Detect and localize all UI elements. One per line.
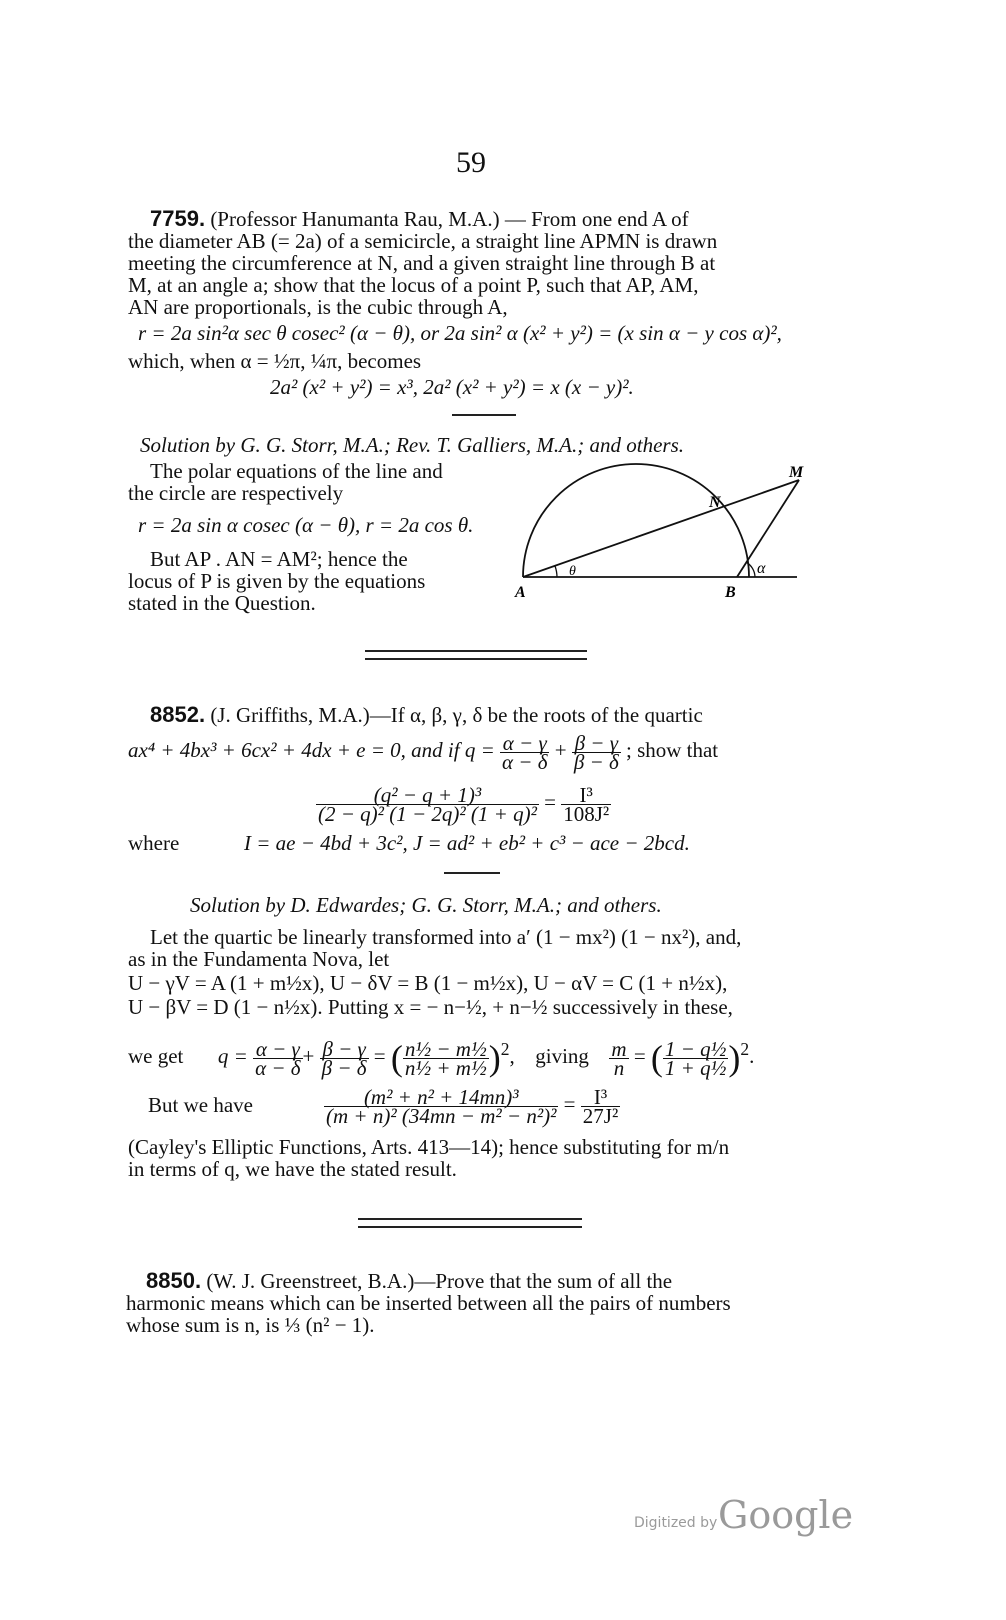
label-a: A [515, 584, 526, 601]
cayley-rhs-numerator: I³ [581, 1088, 620, 1107]
m-over-n-denominator: n [613, 1055, 625, 1080]
section-divider [358, 1218, 582, 1228]
question-number: 8852. [150, 702, 206, 727]
fraction-1-numerator: α − γ [253, 1040, 302, 1059]
main-identity [316, 780, 611, 824]
semicircle-diagram [505, 455, 825, 615]
fraction-1 [253, 1036, 302, 1080]
identity-lhs-denominator: (2 − q)² (1 − 2q)² (1 + q)² [318, 801, 537, 826]
label-b: B [725, 584, 736, 601]
fraction-2-numerator: β − γ [572, 734, 621, 753]
identity-rhs [561, 782, 611, 826]
fraction-2-denominator: β − δ [321, 1055, 367, 1080]
fraction-1-denominator: α − δ [502, 749, 548, 774]
quartic-equation: ax⁴ + 4bx³ + 6cx² + 4dx + e = 0, and if q = [128, 738, 495, 762]
fraction-1-numerator: α − γ [500, 734, 549, 753]
cayley-identity: $\frac{\text{(m² + n² + 14mn)³}}{\text{(m + n)² (34mn − m² − n²)²}}$ = $\frac{\text{I³}}{\text{27J²}}$ [326, 1084, 619, 1128]
label-m: M [789, 464, 804, 481]
question-text: (Professor Hanumanta Rau, M.A.) — From one end A of [210, 207, 689, 231]
fraction-2 [320, 1036, 369, 1080]
theta-arc [555, 566, 557, 577]
label-theta: θ [569, 564, 576, 579]
solution-equation: r = 2a sin α cosec (α − θ), r = 2a cos θ. [138, 513, 474, 537]
question-7759-line-3: meeting the circumference at N, and a given straight line through B at [128, 251, 716, 275]
question-text: (W. J. Greenstreet, B.A.)—Prove that the sum of all the [206, 1269, 673, 1293]
fraction-1 [500, 730, 549, 774]
section-divider [365, 650, 587, 660]
question-8850-line-2: harmonic means which can be inserted between all the pairs of numbers [126, 1291, 731, 1315]
q-ratio-denominator: 1 + q½ [664, 1055, 727, 1080]
cayley-lhs-numerator: (m² + n² + 14mn)³ [324, 1088, 558, 1107]
plus-sign: + [554, 738, 567, 762]
identity-lhs-numerator: (q² − q + 1)³ [316, 786, 539, 805]
m-over-n-numerator: m [611, 1036, 627, 1061]
identity-lhs [316, 782, 539, 826]
watermark-small-text: Digitized by [634, 1515, 718, 1531]
fraction-2 [572, 730, 621, 774]
question-8852-line-2 [128, 728, 718, 772]
page-number: 59 [456, 146, 486, 179]
alpha-arc [746, 562, 755, 577]
root-ratio-denominator: n½ + m½ [404, 1055, 487, 1080]
question-7759-line-4: M, at an angle a; show that the locus of a point P, such that AP, AM, [128, 273, 699, 297]
fraction-2-denominator: β − δ [573, 749, 619, 774]
solution-heading: Solution by D. Edwardes; G. G. Storr, M.A.; and others. [190, 893, 662, 917]
question-7759-line-6: which, when α = ½π, ¼π, becomes [128, 349, 422, 373]
solution-text-5: stated in the Question. [128, 591, 316, 615]
question-text: (J. Griffiths, M.A.)—If α, β, γ, δ be the roots of the quartic [210, 703, 703, 727]
cayley-rhs [581, 1084, 620, 1128]
short-rule [452, 414, 516, 416]
fraction-1-denominator: α − δ [255, 1055, 301, 1080]
solution-text-1: Let the quartic be linearly transformed into a′ (1 − mx²) (1 − nx²), and, [150, 925, 742, 949]
solution-text-5: (Cayley's Elliptic Functions, Arts. 413—14); hence substituting for m/n [128, 1135, 730, 1159]
solution-text-2: as in the Fundamenta Nova, let [128, 947, 390, 971]
solution-text-4: U − βV = D (1 − n½x). Putting x = − n−½, + n−½ successively in these, [128, 995, 733, 1019]
question-7759-line-5: AN are proportionals, is the cubic through A, [128, 295, 508, 319]
solution-text-2: the circle are respectively [128, 481, 344, 505]
solution-text-3: U − γV = A (1 + m½x), U − δV = B (1 − m½x), U − αV = C (1 + n½x), [128, 971, 728, 995]
solution-text-3: But AP . AN = AM²; hence the [150, 547, 408, 571]
watermark-google-logo: Google [718, 1493, 854, 1537]
where-label: where [128, 831, 180, 855]
solution-heading: Solution by G. G. Storr, M.A.; Rev. T. Galliers, M.A.; and others. [140, 433, 685, 457]
q-ratio [663, 1036, 728, 1080]
root-ratio [403, 1036, 489, 1080]
question-8850-line-1 [146, 1270, 672, 1292]
equation-locus: r = 2a sin²α sec θ cosec² (α − θ), or 2a sin² α (x² + y²) = (x sin α − y cos α)², [138, 321, 782, 345]
question-7759-line-1 [150, 208, 689, 230]
q-equation-row: we get q = $\frac{\alpha - \gamma}{\alpha - \delta}$ + $\frac{\beta - \gamma}{\beta - \delta}$ = ( $\frac{\text{n½ − m½}}{\text{n½ + m½}}$ )$^2$, giving $\frac{m}{n}$ = ( $\frac{\text{1 − q½}}{\text{1 + q½}}$ )$^2$. [128, 1036, 755, 1080]
q-equals: q = [217, 1044, 248, 1068]
root-ratio-numerator: n½ − m½ [404, 1036, 487, 1061]
solution-text-6: in terms of q, we have the stated result. [128, 1157, 457, 1181]
where-equations: I = ae − 4bd + 3c², J = ad² + eb² + c³ − ace − 2bcd. [244, 831, 690, 855]
we-get: we get [128, 1044, 184, 1068]
semicircle-arc [523, 464, 749, 577]
label-alpha: α [757, 560, 766, 577]
question-number: 8850. [146, 1268, 202, 1293]
question-number: 7759. [150, 206, 206, 231]
solution-text-1: The polar equations of the line and [150, 459, 443, 483]
label-n: N [709, 494, 721, 511]
question-8850-line-3: whose sum is n, is ⅓ (n² − 1). [126, 1313, 375, 1337]
question-8852-line-1 [150, 704, 703, 726]
but-we-have: But we have [148, 1093, 253, 1117]
equation-special-cases: 2a² (x² + y²) = x³, 2a² (x² + y²) = x (x − y)². [270, 375, 634, 399]
identity-rhs-denominator: 108J² [563, 801, 610, 826]
q-ratio-numerator: 1 − q½ [664, 1036, 727, 1061]
fraction-2-numerator: β − γ [320, 1040, 369, 1059]
cayley-lhs-denominator: (m + n)² (34mn − m² − n²)² [326, 1103, 557, 1128]
question-7759-line-2: the diameter AB (= 2a) of a semicircle, a straight line APMN is drawn [128, 229, 718, 253]
cayley-rhs-denominator: 27J² [582, 1103, 619, 1128]
giving: giving [535, 1044, 589, 1068]
equals-sign: = [544, 790, 556, 814]
cayley-lhs [324, 1084, 558, 1128]
short-rule [444, 872, 500, 874]
m-over-n [609, 1036, 628, 1080]
identity-rhs-numerator: I³ [561, 786, 611, 805]
show-that: ; show that [625, 738, 719, 762]
solution-text-4: locus of P is given by the equations [128, 569, 426, 593]
